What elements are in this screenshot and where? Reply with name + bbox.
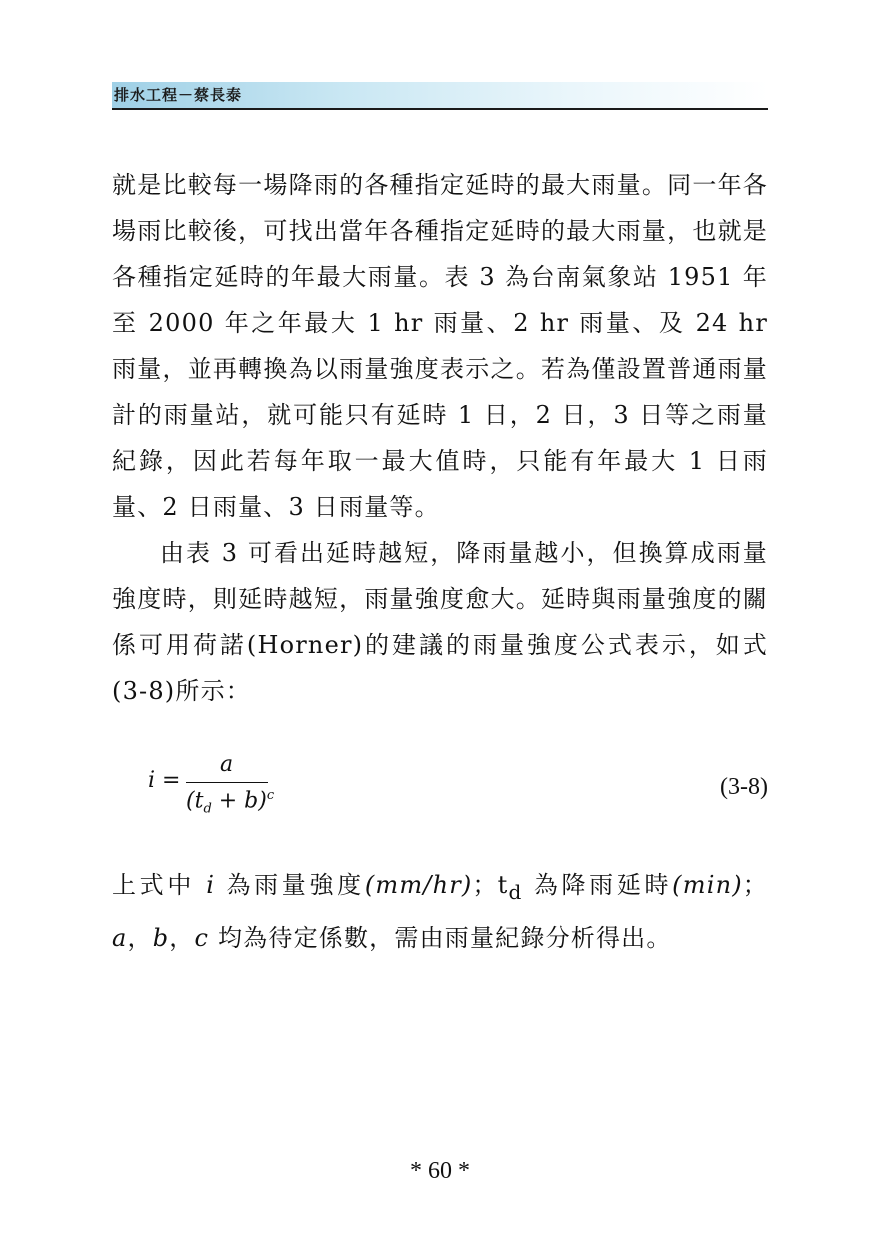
page-number: * 60 * xyxy=(410,1158,470,1184)
p3-comma1: ， xyxy=(127,923,153,952)
p3-comma2: ， xyxy=(169,923,195,952)
p3-c: 為降雨延時 xyxy=(522,871,673,899)
var-b: b xyxy=(152,923,170,952)
var-c: c xyxy=(194,923,210,952)
p3-pre: 上式中 xyxy=(112,871,207,899)
equation-lhs: i = xyxy=(148,768,181,793)
p3-b: ；t xyxy=(472,871,509,899)
equation-numerator: a xyxy=(220,752,234,777)
den-sub: d xyxy=(203,801,212,817)
equation-number: (3-8) xyxy=(720,774,768,800)
var-a: a xyxy=(112,923,128,952)
paragraph-3 xyxy=(112,862,768,961)
p3-end: 均為待定係數，需由雨量紀錄分析得出。 xyxy=(209,923,672,952)
header-title: 排水工程－蔡長泰 xyxy=(114,86,243,104)
paragraph-2: 由表 3 可看出延時越短，降雨量越小，但換算成雨量強度時，則延時越短，雨量強度愈大。延時與雨量強度的關係可用荷諾(Horner)的建議的雨量強度公式表示，如式(3-8)所示： xyxy=(112,539,768,705)
unit-min: (min) xyxy=(672,871,743,899)
den-open: (t xyxy=(186,788,204,814)
p3-td-sub: d xyxy=(508,879,523,904)
header-rule xyxy=(112,108,768,110)
equation-denominator xyxy=(186,788,274,817)
den-sup: c xyxy=(266,788,275,803)
equation-3-8 xyxy=(148,752,275,822)
p3-a: 為雨量強度 xyxy=(215,871,365,899)
p3-sep: ； xyxy=(742,871,768,899)
den-mid: + b) xyxy=(211,788,267,814)
fraction-bar xyxy=(186,782,268,783)
unit-mm-hr: (mm/hr) xyxy=(364,871,473,899)
var-i: i xyxy=(206,871,216,899)
paragraph-1: 就是比較每一場降雨的各種指定延時的最大雨量。同一年各場雨比較後，可找出當年各種指定延時的最大雨量，也就是各種指定延時的年最大雨量。表 3 為台南氣象站 1951 年至 2000 年之年最大 1 hr 雨量、2 hr 雨量、及 24 hr 雨量，並再轉換為以雨量強度表示之。若為僅設置普通雨量計的雨量站，就可能只有延時 1 日，2 日，3 日等之雨量紀錄，因此若每年取一最大值時，只能有年最大 1 日雨量、2 日雨量、3 日雨量等。 xyxy=(112,171,768,521)
